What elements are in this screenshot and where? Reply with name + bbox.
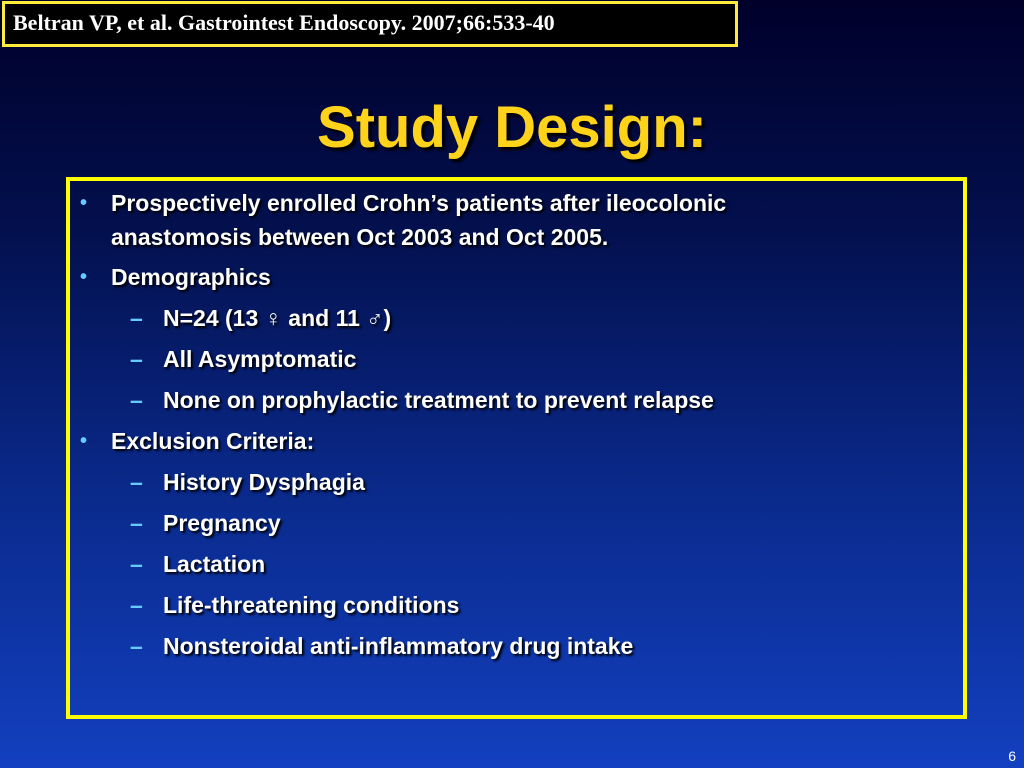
citation-box (2, 1, 738, 47)
bullet-enrollment-line1: Prospectively enrolled Crohn’s patients after ileocolonic (111, 190, 727, 216)
dash-marker: – (130, 633, 143, 659)
slide-number: 6 (1008, 748, 1016, 764)
dash-marker: – (130, 592, 143, 618)
dash-marker: – (130, 305, 143, 331)
sub-bullet-nsaid: Nonsteroidal anti-inflammatory drug intake (163, 633, 634, 659)
bullet-exclusion-criteria: Exclusion Criteria: (111, 428, 315, 454)
dash-marker: – (130, 387, 143, 413)
sub-bullet-asymptomatic: All Asymptomatic (163, 346, 357, 372)
bullet-marker: • (80, 430, 88, 452)
dash-marker: – (130, 469, 143, 495)
bullet-marker: • (80, 192, 88, 214)
bullet-enrollment-line2: anastomosis between Oct 2003 and Oct 2005. (111, 224, 609, 250)
bullet-marker: • (80, 266, 88, 288)
sub-bullet-life-threatening: Life-threatening conditions (163, 592, 460, 618)
citation-text: Beltran VP, et al. Gastrointest Endoscopy. 2007;66:533-40 (13, 10, 555, 35)
dash-marker: – (130, 346, 143, 372)
sub-bullet-prophylactic: None on prophylactic treatment to prevent relapse (163, 387, 714, 413)
sub-bullet-lactation: Lactation (163, 551, 266, 577)
sub-bullet-count: N=24 (13 ♀ and 11 ♂) (163, 305, 392, 331)
dash-marker: – (130, 510, 143, 536)
sub-bullet-dysphagia: History Dysphagia (163, 469, 365, 495)
slide-title: Study Design: (317, 95, 707, 160)
dash-marker: – (130, 551, 143, 577)
sub-bullet-pregnancy: Pregnancy (163, 510, 281, 536)
bullet-demographics: Demographics (111, 264, 271, 290)
